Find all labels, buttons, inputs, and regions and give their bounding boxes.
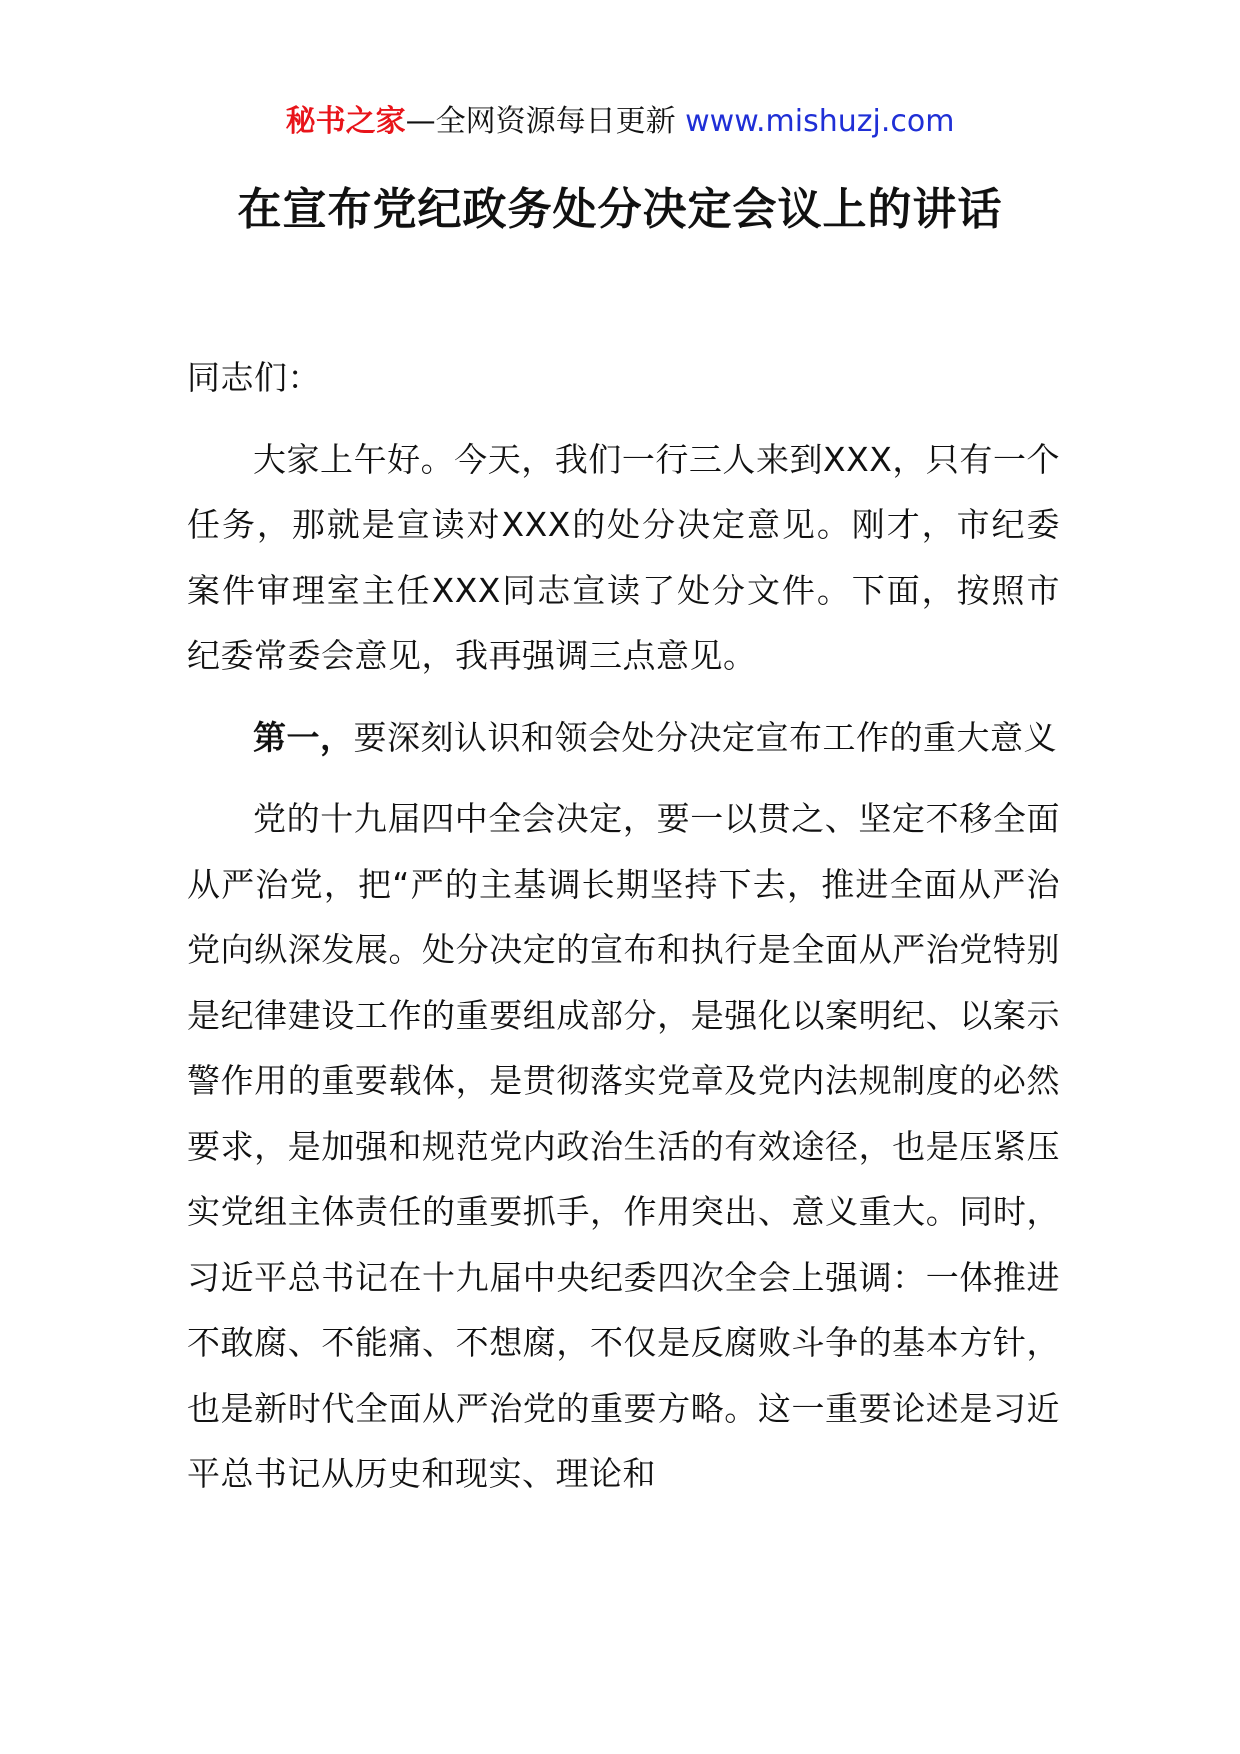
header-tagline: —全网资源每日更新 — [405, 104, 686, 139]
document-title: 在宣布党纪政务处分决定会议上的讲话 — [237, 184, 1003, 235]
section-1-lead: 第一， — [253, 717, 354, 757]
brand-name: 秘书之家 — [285, 104, 406, 139]
section-1-body: 党的十九届四中全会决定，要一以贯之、坚定不移全面从严治党，把“严的主基调长期坚持下去，推进全面从严治党向纵深发展。处分决定的宣布和执行是全面从严治党特别是纪律建设工作的重要组成部分，是强化以案明纪、以案示警作用的重要载体，是贯彻落实党章及党内法规制度的必然要求，是加强和规范党内政治生活的有效途径，也是压紧压实党组主体责任的重要抓手，作用突出、意义重大。同时，习近平总书记在十九届中央纪委四次全会上强调：一体推进不敢腐、不能痛、不想腐，不仅是反腐败斗争的基本方针，也是新时代全面从严治党的重要方略。这一重要论述是习近平总书记从历史和现实、理论和 — [187, 799, 1060, 1493]
document-body — [187, 345, 1060, 1523]
section-1-heading — [187, 705, 1060, 771]
intro-paragraph: 大家上午好。今天，我们一行三人来到XXX，只有一个任务，那就是宣读对XXX的处分决定意见。刚才，市纪委案件审理室主任XXX同志宣读了处分文件。下面，按照市纪委常委会意见，我再强调三点意见。 — [187, 439, 1060, 675]
section-1-heading-text: 要深刻认识和领会处分决定宣布工作的重大意义 — [353, 717, 1057, 757]
salutation: 同志们： — [187, 358, 321, 397]
site-header — [0, 100, 1240, 144]
site-url-link[interactable]: www.mishuzj.com — [685, 104, 955, 139]
